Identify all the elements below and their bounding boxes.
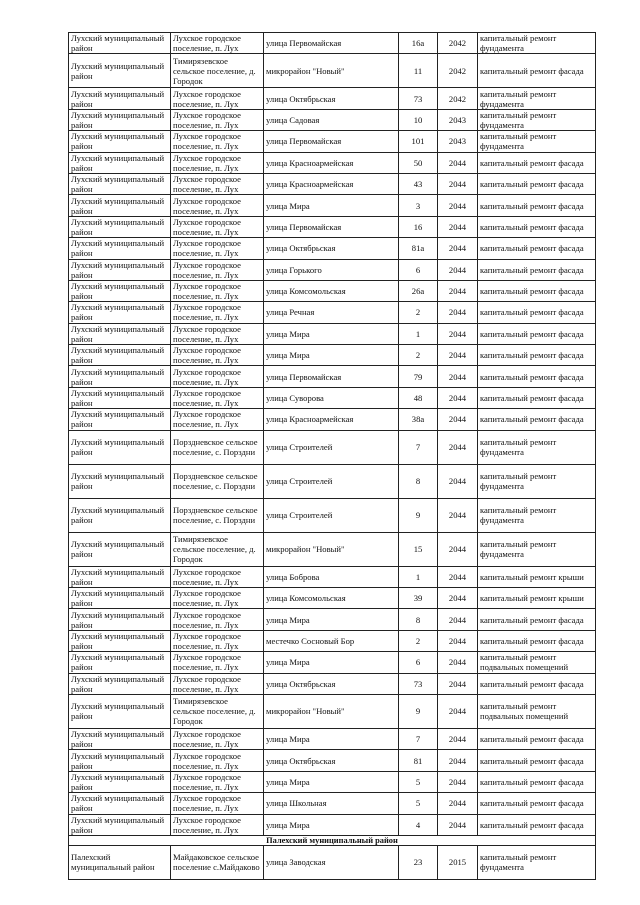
table-row <box>69 464 596 498</box>
cell-street: улица Октябрьская <box>264 238 399 259</box>
cell-settlement: Лухское городское поселение, п. Лух <box>171 771 264 792</box>
cell-settlement: Тимирязевское сельское поселение, д. Городок <box>171 694 264 728</box>
cell-year: 2044 <box>438 630 478 651</box>
cell-work-type: капитальный ремонт фундамента <box>478 464 596 498</box>
cell-year: 2042 <box>438 33 478 54</box>
cell-work-type: капитальный ремонт крыши <box>478 566 596 587</box>
cell-settlement: Порздневское сельское поселение, с. Порздни <box>171 464 264 498</box>
cell-street: улица Красноармейская <box>264 409 399 430</box>
cell-work-type: капитальный ремонт фундамента <box>478 88 596 109</box>
cell-work-type: капитальный ремонт фундамента <box>478 131 596 152</box>
cell-house-number: 2 <box>399 345 438 366</box>
cell-street: улица Мира <box>264 771 399 792</box>
cell-house-number: 2 <box>399 302 438 323</box>
table-row <box>69 630 596 651</box>
table-row <box>69 409 596 430</box>
section-header: Палехский муниципальный район <box>69 835 596 845</box>
table-row <box>69 728 596 749</box>
cell-district: Лухский муниципальный район <box>69 750 171 771</box>
cell-house-number: 16 <box>399 216 438 237</box>
cell-district: Лухский муниципальный район <box>69 259 171 280</box>
table-row <box>69 652 596 673</box>
table-row <box>69 259 596 280</box>
cell-street: улица Октябрьская <box>264 750 399 771</box>
table-row <box>69 131 596 152</box>
cell-work-type: капитальный ремонт подвальных помещений <box>478 694 596 728</box>
cell-street: улица Первомайская <box>264 131 399 152</box>
cell-district: Лухский муниципальный район <box>69 588 171 609</box>
cell-district: Лухский муниципальный район <box>69 109 171 130</box>
cell-work-type: капитальный ремонт фасада <box>478 54 596 88</box>
cell-house-number: 50 <box>399 152 438 173</box>
cell-year: 2044 <box>438 387 478 408</box>
cell-work-type: капитальный ремонт фундамента <box>478 532 596 566</box>
cell-settlement: Лухское городское поселение, п. Лух <box>171 588 264 609</box>
cell-year: 2044 <box>438 280 478 301</box>
cell-settlement: Лухское городское поселение, п. Лух <box>171 630 264 651</box>
cell-street: улица Мира <box>264 814 399 835</box>
cell-year: 2042 <box>438 88 478 109</box>
cell-settlement: Лухское городское поселение, п. Лух <box>171 814 264 835</box>
cell-district: Лухский муниципальный район <box>69 54 171 88</box>
cell-year: 2044 <box>438 216 478 237</box>
cell-work-type: капитальный ремонт крыши <box>478 588 596 609</box>
table-row <box>69 54 596 88</box>
cell-district: Лухский муниципальный район <box>69 771 171 792</box>
cell-street: улица Мира <box>264 609 399 630</box>
cell-settlement: Лухское городское поселение, п. Лух <box>171 750 264 771</box>
cell-settlement: Лухское городское поселение, п. Лух <box>171 302 264 323</box>
cell-district: Лухский муниципальный район <box>69 430 171 464</box>
cell-house-number: 10 <box>399 109 438 130</box>
cell-house-number: 43 <box>399 173 438 194</box>
cell-year: 2044 <box>438 609 478 630</box>
cell-settlement: Лухское городское поселение, п. Лух <box>171 728 264 749</box>
cell-year: 2044 <box>438 323 478 344</box>
table-row <box>69 694 596 728</box>
cell-district: Лухский муниципальный район <box>69 532 171 566</box>
cell-street: улица Заводская <box>264 845 399 879</box>
cell-settlement: Майдаковское сельское поселение с.Майдаково <box>171 845 264 879</box>
cell-district: Лухский муниципальный район <box>69 609 171 630</box>
table-row <box>69 152 596 173</box>
cell-year: 2044 <box>438 694 478 728</box>
cell-district: Лухский муниципальный район <box>69 387 171 408</box>
cell-settlement: Лухское городское поселение, п. Лух <box>171 323 264 344</box>
cell-street: улица Мира <box>264 652 399 673</box>
cell-house-number: 81 <box>399 750 438 771</box>
cell-street: микрорайон "Новый" <box>264 532 399 566</box>
cell-house-number: 6 <box>399 259 438 280</box>
cell-year: 2044 <box>438 532 478 566</box>
cell-settlement: Лухское городское поселение, п. Лух <box>171 280 264 301</box>
cell-year: 2044 <box>438 566 478 587</box>
table-row <box>69 771 596 792</box>
cell-street: улица Суворова <box>264 387 399 408</box>
cell-settlement: Лухское городское поселение, п. Лух <box>171 566 264 587</box>
table-row <box>69 323 596 344</box>
table-row <box>69 387 596 408</box>
cell-house-number: 7 <box>399 430 438 464</box>
cell-settlement: Лухское городское поселение, п. Лух <box>171 131 264 152</box>
cell-settlement: Тимирязевское сельское поселение, д. Городок <box>171 532 264 566</box>
cell-year: 2042 <box>438 54 478 88</box>
cell-district: Лухский муниципальный район <box>69 216 171 237</box>
cell-street: улица Школьная <box>264 793 399 814</box>
cell-work-type: капитальный ремонт фасада <box>478 195 596 216</box>
cell-settlement: Лухское городское поселение, п. Лух <box>171 387 264 408</box>
cell-year: 2044 <box>438 652 478 673</box>
cell-work-type: капитальный ремонт фасада <box>478 280 596 301</box>
cell-work-type: капитальный ремонт фундамента <box>478 33 596 54</box>
cell-street: микрорайон "Новый" <box>264 54 399 88</box>
table-row <box>69 814 596 835</box>
table-row <box>69 430 596 464</box>
cell-settlement: Лухское городское поселение, п. Лух <box>171 33 264 54</box>
cell-district: Лухский муниципальный район <box>69 238 171 259</box>
table-row <box>69 750 596 771</box>
cell-district: Лухский муниципальный район <box>69 464 171 498</box>
cell-district: Лухский муниципальный район <box>69 345 171 366</box>
cell-street: улица Первомайская <box>264 33 399 54</box>
cell-house-number: 11 <box>399 54 438 88</box>
table-row <box>69 280 596 301</box>
cell-year: 2044 <box>438 302 478 323</box>
cell-year: 2044 <box>438 673 478 694</box>
cell-work-type: капитальный ремонт фасада <box>478 728 596 749</box>
cell-district: Лухский муниципальный район <box>69 409 171 430</box>
cell-house-number: 4 <box>399 814 438 835</box>
cell-work-type: капитальный ремонт подвальных помещений <box>478 652 596 673</box>
table-row <box>69 173 596 194</box>
cell-house-number: 48 <box>399 387 438 408</box>
table-row <box>69 793 596 814</box>
cell-work-type: капитальный ремонт фундамента <box>478 430 596 464</box>
cell-district: Лухский муниципальный район <box>69 152 171 173</box>
cell-year: 2044 <box>438 793 478 814</box>
cell-settlement: Лухское городское поселение, п. Лух <box>171 673 264 694</box>
cell-work-type: капитальный ремонт фасада <box>478 673 596 694</box>
cell-district: Лухский муниципальный район <box>69 793 171 814</box>
cell-district: Лухский муниципальный район <box>69 195 171 216</box>
cell-work-type: капитальный ремонт фасада <box>478 302 596 323</box>
cell-street: улица Октябрьская <box>264 88 399 109</box>
repair-schedule-table <box>68 32 596 880</box>
table-row <box>69 609 596 630</box>
cell-settlement: Лухское городское поселение, п. Лух <box>171 259 264 280</box>
cell-district: Лухский муниципальный район <box>69 323 171 344</box>
cell-house-number: 16а <box>399 33 438 54</box>
table-row <box>69 345 596 366</box>
cell-work-type: капитальный ремонт фасада <box>478 173 596 194</box>
cell-settlement: Лухское городское поселение, п. Лух <box>171 173 264 194</box>
cell-district: Лухский муниципальный район <box>69 33 171 54</box>
cell-settlement: Лухское городское поселение, п. Лух <box>171 109 264 130</box>
cell-year: 2044 <box>438 366 478 387</box>
cell-settlement: Лухское городское поселение, п. Лух <box>171 345 264 366</box>
cell-district: Лухский муниципальный район <box>69 566 171 587</box>
cell-district: Лухский муниципальный район <box>69 728 171 749</box>
cell-work-type: капитальный ремонт фасада <box>478 238 596 259</box>
cell-house-number: 9 <box>399 498 438 532</box>
cell-house-number: 26а <box>399 280 438 301</box>
cell-district: Лухский муниципальный район <box>69 694 171 728</box>
cell-house-number: 23 <box>399 845 438 879</box>
cell-work-type: капитальный ремонт фасада <box>478 409 596 430</box>
table-row <box>69 216 596 237</box>
cell-house-number: 9 <box>399 694 438 728</box>
cell-house-number: 8 <box>399 464 438 498</box>
cell-settlement: Порздневское сельское поселение, с. Порздни <box>171 498 264 532</box>
cell-house-number: 7 <box>399 728 438 749</box>
cell-district: Лухский муниципальный район <box>69 498 171 532</box>
cell-street: улица Горького <box>264 259 399 280</box>
cell-house-number: 79 <box>399 366 438 387</box>
cell-year: 2044 <box>438 498 478 532</box>
table-row <box>69 33 596 54</box>
cell-settlement: Лухское городское поселение, п. Лух <box>171 409 264 430</box>
section-header-row <box>69 835 596 845</box>
cell-year: 2044 <box>438 464 478 498</box>
cell-work-type: капитальный ремонт фасада <box>478 387 596 408</box>
cell-house-number: 81а <box>399 238 438 259</box>
cell-settlement: Лухское городское поселение, п. Лух <box>171 366 264 387</box>
cell-work-type: капитальный ремонт фасада <box>478 366 596 387</box>
cell-house-number: 15 <box>399 532 438 566</box>
cell-district: Лухский муниципальный район <box>69 131 171 152</box>
cell-district: Лухский муниципальный район <box>69 366 171 387</box>
table-row <box>69 498 596 532</box>
cell-settlement: Порздневское сельское поселение, с. Порздни <box>171 430 264 464</box>
cell-house-number: 3 <box>399 195 438 216</box>
cell-work-type: капитальный ремонт фасада <box>478 814 596 835</box>
cell-house-number: 6 <box>399 652 438 673</box>
cell-year: 2043 <box>438 131 478 152</box>
cell-work-type: капитальный ремонт фундамента <box>478 109 596 130</box>
cell-district: Лухский муниципальный район <box>69 173 171 194</box>
cell-house-number: 39 <box>399 588 438 609</box>
cell-district: Лухский муниципальный район <box>69 673 171 694</box>
cell-house-number: 38а <box>399 409 438 430</box>
table-row <box>69 109 596 130</box>
cell-street: улица Мира <box>264 728 399 749</box>
cell-work-type: капитальный ремонт фасада <box>478 216 596 237</box>
cell-year: 2044 <box>438 173 478 194</box>
cell-street: улица Мира <box>264 345 399 366</box>
cell-district: Лухский муниципальный район <box>69 88 171 109</box>
cell-settlement: Лухское городское поселение, п. Лух <box>171 152 264 173</box>
table-row <box>69 673 596 694</box>
table-row <box>69 366 596 387</box>
table-row <box>69 302 596 323</box>
cell-house-number: 101 <box>399 131 438 152</box>
cell-street: улица Красноармейская <box>264 173 399 194</box>
cell-district: Лухский муниципальный район <box>69 652 171 673</box>
cell-work-type: капитальный ремонт фасада <box>478 630 596 651</box>
cell-house-number: 73 <box>399 673 438 694</box>
table-row <box>69 845 596 879</box>
cell-year: 2044 <box>438 238 478 259</box>
cell-work-type: капитальный ремонт фасада <box>478 152 596 173</box>
cell-settlement: Лухское городское поселение, п. Лух <box>171 88 264 109</box>
cell-house-number: 5 <box>399 793 438 814</box>
cell-district: Лухский муниципальный район <box>69 814 171 835</box>
cell-year: 2044 <box>438 771 478 792</box>
cell-street: улица Мира <box>264 323 399 344</box>
cell-street: улица Боброва <box>264 566 399 587</box>
cell-year: 2044 <box>438 409 478 430</box>
cell-street: улица Садовая <box>264 109 399 130</box>
cell-work-type: капитальный ремонт фасада <box>478 750 596 771</box>
cell-year: 2044 <box>438 259 478 280</box>
cell-street: улица Комсомольская <box>264 280 399 301</box>
cell-year: 2044 <box>438 152 478 173</box>
cell-year: 2044 <box>438 430 478 464</box>
cell-street: микрорайон "Новый" <box>264 694 399 728</box>
cell-settlement: Лухское городское поселение, п. Лух <box>171 609 264 630</box>
cell-year: 2044 <box>438 195 478 216</box>
cell-settlement: Лухское городское поселение, п. Лух <box>171 195 264 216</box>
cell-work-type: капитальный ремонт фасада <box>478 771 596 792</box>
cell-district: Лухский муниципальный район <box>69 302 171 323</box>
cell-house-number: 1 <box>399 323 438 344</box>
cell-settlement: Тимирязевское сельское поселение, д. Городок <box>171 54 264 88</box>
cell-year: 2044 <box>438 814 478 835</box>
cell-settlement: Лухское городское поселение, п. Лух <box>171 793 264 814</box>
cell-district: Лухский муниципальный район <box>69 280 171 301</box>
cell-house-number: 5 <box>399 771 438 792</box>
cell-settlement: Лухское городское поселение, п. Лух <box>171 216 264 237</box>
cell-year: 2015 <box>438 845 478 879</box>
table-row <box>69 566 596 587</box>
cell-house-number: 8 <box>399 609 438 630</box>
cell-street: улица Мира <box>264 195 399 216</box>
cell-year: 2043 <box>438 109 478 130</box>
table-row <box>69 532 596 566</box>
cell-house-number: 1 <box>399 566 438 587</box>
cell-work-type: капитальный ремонт фундамента <box>478 498 596 532</box>
cell-street: улица Первомайская <box>264 216 399 237</box>
cell-street: улица Первомайская <box>264 366 399 387</box>
cell-house-number: 73 <box>399 88 438 109</box>
cell-work-type: капитальный ремонт фасада <box>478 793 596 814</box>
cell-work-type: капитальный ремонт фасада <box>478 323 596 344</box>
cell-street: местечко Сосновый Бор <box>264 630 399 651</box>
cell-street: улица Строителей <box>264 498 399 532</box>
cell-street: улица Октябрьская <box>264 673 399 694</box>
cell-house-number: 2 <box>399 630 438 651</box>
table-row <box>69 88 596 109</box>
cell-district: Лухский муниципальный район <box>69 630 171 651</box>
cell-settlement: Лухское городское поселение, п. Лух <box>171 652 264 673</box>
cell-street: улица Комсомольская <box>264 588 399 609</box>
cell-street: улица Речная <box>264 302 399 323</box>
table-row <box>69 195 596 216</box>
cell-year: 2044 <box>438 345 478 366</box>
cell-work-type: капитальный ремонт фасада <box>478 609 596 630</box>
cell-work-type: капитальный ремонт фасада <box>478 259 596 280</box>
table-row <box>69 238 596 259</box>
table-row <box>69 588 596 609</box>
cell-year: 2044 <box>438 750 478 771</box>
cell-work-type: капитальный ремонт фасада <box>478 345 596 366</box>
cell-work-type: капитальный ремонт фундамента <box>478 845 596 879</box>
cell-settlement: Лухское городское поселение, п. Лух <box>171 238 264 259</box>
cell-street: улица Строителей <box>264 430 399 464</box>
cell-year: 2044 <box>438 588 478 609</box>
cell-district: Палехский муниципальный район <box>69 845 171 879</box>
cell-street: улица Строителей <box>264 464 399 498</box>
cell-street: улица Красноармейская <box>264 152 399 173</box>
cell-year: 2044 <box>438 728 478 749</box>
